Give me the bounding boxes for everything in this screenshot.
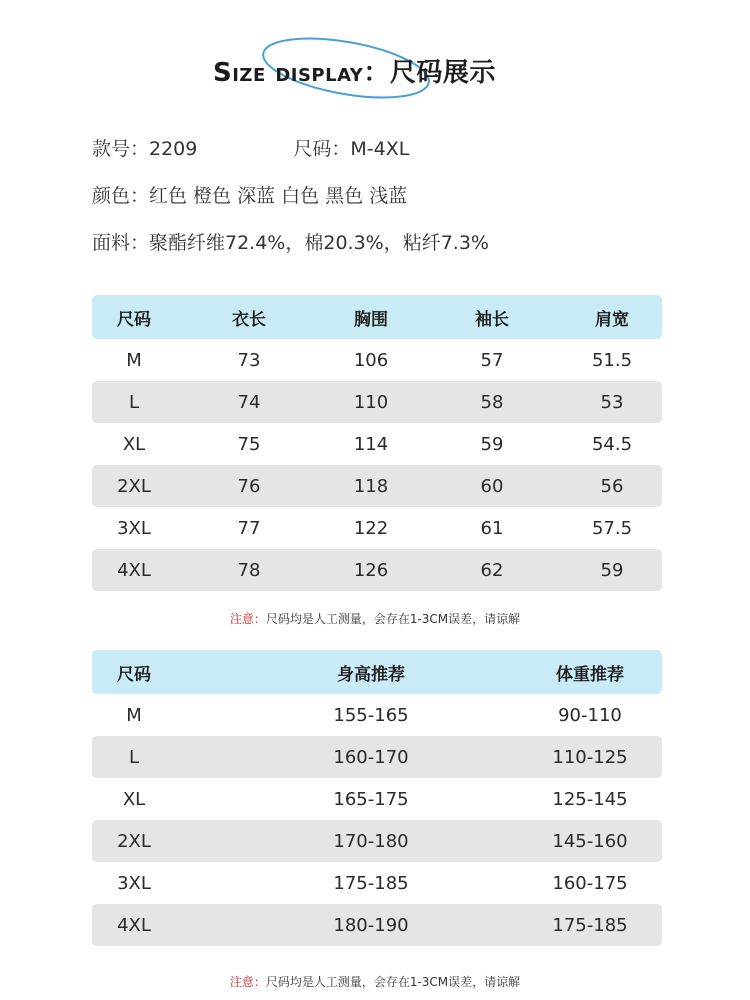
table-row [92,862,662,904]
table-row [92,820,662,862]
recommend-table [92,650,662,946]
table-cell: 2XL [117,830,151,852]
table-cell: 60 [480,475,504,497]
page-title: Size display：尺码展示 [213,58,496,88]
note-prefix: 注意： [229,612,266,626]
info-line-fabric: 面料：聚酯纤维72.4%，棉20.3%，粘纤7.3% [92,232,489,254]
table-cell: 56 [600,475,624,497]
table-cell: 75 [237,433,261,455]
table-cell: 114 [353,433,389,455]
table-cell: 59 [480,433,504,455]
measurement-note-2 [0,973,750,990]
table-row [92,339,662,381]
table-cell: M [126,704,142,726]
table-row [92,423,662,465]
info-line-colors: 颜色：红色 橙色 深蓝 白色 黑色 浅蓝 [92,185,408,207]
table-row [92,507,662,549]
table-cell: 77 [237,517,261,539]
table-cell: 尺码 [117,309,151,330]
table-cell: 122 [353,517,389,539]
table-row [92,736,662,778]
table-cell: 175-185 [552,914,628,936]
measurement-note-1 [0,610,750,627]
table-cell: 160-170 [333,746,409,768]
note-text: 尺码均是人工测量，会存在1-3CM误差，请谅解 [265,612,521,626]
table-header-row [92,650,662,694]
table-cell: L [128,391,140,413]
table-cell: 165-175 [333,788,409,810]
table-cell: 62 [480,559,504,581]
table-cell: L [128,746,140,768]
table-cell: 衣长 [232,309,266,330]
table-row [92,465,662,507]
table-cell: 73 [237,349,261,371]
table-cell: 160-175 [552,872,628,894]
table-row [92,694,662,736]
table-cell: 125-145 [552,788,628,810]
table-row [92,549,662,591]
table-cell: 57 [480,349,504,371]
page-header [0,28,750,108]
table-cell: 尺码 [117,664,151,685]
table-cell: 110 [353,391,389,413]
table-cell: 4XL [117,559,151,581]
table-cell: 175-185 [333,872,409,894]
table-cell: 4XL [117,914,151,936]
table-cell: 53 [600,391,624,413]
note-prefix: 注意： [229,975,266,989]
table-cell: M [126,349,142,371]
table-cell: 145-160 [552,830,628,852]
model-number: 款号：2209 [92,138,198,160]
table-cell: 74 [237,391,261,413]
size-table [92,295,662,591]
table-cell: 3XL [117,872,151,894]
table-cell: 54.5 [591,433,633,455]
table-cell: 肩宽 [595,309,629,330]
size-range: 尺码：M-4XL [293,138,410,160]
table-cell: 126 [353,559,389,581]
table-row [92,778,662,820]
table-cell: 57.5 [591,517,633,539]
table-cell: 胸围 [354,309,388,330]
table-row [92,381,662,423]
table-cell: 袖长 [475,309,509,330]
table-row [92,904,662,946]
table-cell: 155-165 [333,704,409,726]
table-cell: 3XL [117,517,151,539]
note-text: 尺码均是人工测量，会存在1-3CM误差，请谅解 [265,975,521,989]
table-cell: 170-180 [333,830,409,852]
table-cell: 180-190 [333,914,409,936]
table-cell: 78 [237,559,261,581]
table-cell: 61 [480,517,504,539]
table-cell: 体重推荐 [556,664,624,685]
table-cell: XL [122,788,146,810]
table-cell: 110-125 [552,746,628,768]
table-header-row [92,295,662,339]
table-cell: 58 [480,391,504,413]
table-cell: 76 [237,475,261,497]
table-cell: 51.5 [591,349,633,371]
table-cell: XL [122,433,146,455]
info-line-model [92,134,409,161]
table-cell: 106 [353,349,389,371]
table-cell: 身高推荐 [337,664,405,685]
table-cell: 59 [600,559,624,581]
table-cell: 2XL [117,475,151,497]
table-cell: 90-110 [558,704,622,726]
table-cell: 118 [353,475,389,497]
